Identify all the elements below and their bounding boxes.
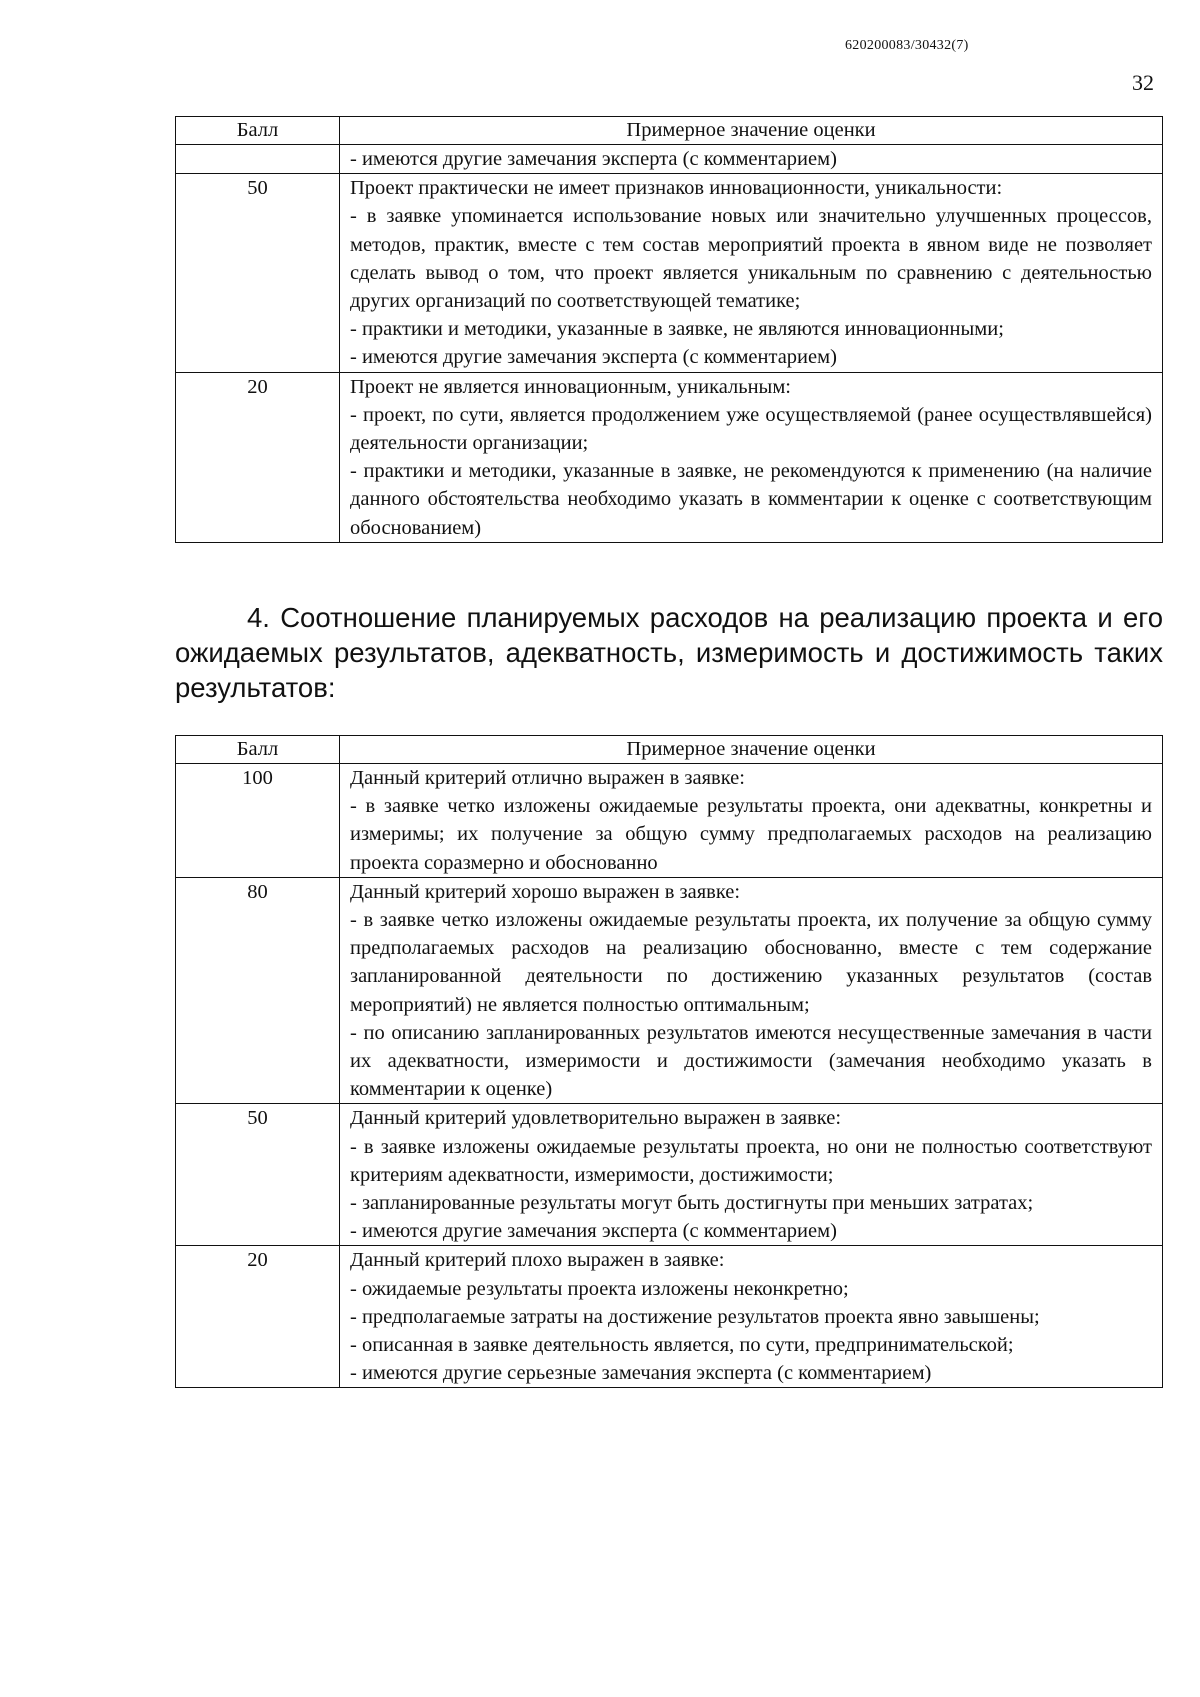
description-cell (340, 1246, 1163, 1388)
description-line: - в заявке четко изложены ожидаемые результаты проекта, они адекватны, конкретны и измеримы; их получение за общую сумму предполагаемых расходов на реализацию проекта соразмерно и обоснованно (350, 795, 1152, 874)
description-cell (340, 372, 1163, 542)
description-line: - имеются другие серьезные замечания эксперта (с комментарием) (350, 1362, 932, 1385)
description-line: - описанная в заявке деятельность является, по сути, предпринимательской; (350, 1334, 1014, 1357)
description-line: - в заявке изложены ожидаемые результаты проекта, но они не полностью соответствуют критериям адекватности, измеримости, достижимости; (350, 1135, 1152, 1186)
scoring-table-1 (175, 116, 1163, 543)
score-cell: 20 (176, 1246, 340, 1388)
score-cell: 80 (176, 877, 340, 1104)
score-cell: 50 (176, 174, 340, 372)
description-line: - по описанию запланированных результатов имеются несущественные замечания в части их адекватности, измеримости и достижимости (замечания необходимо указать в комментарии к оценке) (350, 1021, 1152, 1101)
description-cell (340, 877, 1163, 1104)
table-body (176, 145, 1163, 543)
page-number: 32 (1132, 70, 1154, 95)
table-header-row (176, 117, 1163, 145)
description-cell (340, 174, 1163, 372)
score-cell: 20 (176, 372, 340, 542)
section-4-heading: 4. Соотношение планируемых расходов на реализацию проекта и его ожидаемых результатов, адекватность, измеримость и достижимость таких результатов: (175, 602, 1163, 703)
description-cell (340, 764, 1163, 878)
description-line: - проект, по сути, является продолжением уже осуществляемой (ранее осуществлявшейся) деятельности организации; (350, 403, 1152, 455)
description-line: - имеются другие замечания эксперта (с комментарием) (350, 148, 837, 170)
description-line: - имеются другие замечания эксперта (с комментарием) (350, 1220, 837, 1243)
description-line: - ожидаемые результаты проекта изложены неконкретно; (350, 1277, 849, 1300)
column-header-score: Балл (176, 117, 340, 145)
score-cell (176, 145, 340, 174)
description-line: Данный критерий отлично выражен в заявке: (350, 767, 745, 789)
description-cell (340, 1104, 1163, 1246)
document-id: 620200083/30432(7) (845, 38, 969, 53)
table-row (176, 145, 1163, 174)
score-cell: 100 (176, 764, 340, 878)
score-cell: 50 (176, 1104, 340, 1246)
description-line: Данный критерий хорошо выражен в заявке: (350, 880, 741, 903)
table-row (176, 1246, 1163, 1388)
table-row (176, 372, 1163, 542)
table-row (176, 764, 1163, 878)
description-cell (340, 145, 1163, 174)
description-line: - запланированные результаты могут быть достигнуты при меньших затратах; (350, 1192, 1034, 1215)
table-row (176, 174, 1163, 372)
table-row (176, 877, 1163, 1104)
scoring-table-2 (175, 735, 1163, 1388)
description-line: - в заявке упоминается использование новых или значительно улучшенных процессов, методов, практик, вместе с тем состав мероприятий проекта в явном виде не позволяет сделать вывод о том, что проект является уникальным по сравнению с деятельностью других организаций по соответствующей тематике; (350, 205, 1152, 313)
column-header-meaning: Примерное значение оценки (340, 117, 1163, 145)
description-line: Данный критерий плохо выражен в заявке: (350, 1249, 725, 1272)
table-header-row (176, 736, 1163, 764)
description-line: - имеются другие замечания эксперта (с комментарием) (350, 346, 837, 369)
description-line: - практики и методики, указанные в заявке, не являются инновационными; (350, 318, 1004, 341)
description-line: - практики и методики, указанные в заявке, не рекомендуются к применению (на наличие данного обстоятельства необходимо указать в комментарии к оценке с соответствующим обоснованием) (350, 460, 1152, 539)
table-row (176, 1104, 1163, 1246)
column-header-score: Балл (176, 736, 340, 764)
description-line: Проект не является инновационным, уникальным: (350, 375, 791, 398)
description-line: - предполагаемые затраты на достижение результатов проекта явно завышены; (350, 1305, 1040, 1328)
description-line: Проект практически не имеет признаков инновационности, уникальности: (350, 177, 1003, 200)
table-body (176, 764, 1163, 1388)
description-line: - в заявке четко изложены ожидаемые результаты проекта, их получение за общую сумму предполагаемых расходов на реализацию обоснованно, вместе с тем содержание запланированной деятельности по достижению указанных результатов (состав мероприятий) не является полностью оптимальным; (350, 909, 1152, 1016)
description-line: Данный критерий удовлетворительно выражен в заявке: (350, 1107, 842, 1130)
column-header-meaning: Примерное значение оценки (340, 736, 1163, 764)
